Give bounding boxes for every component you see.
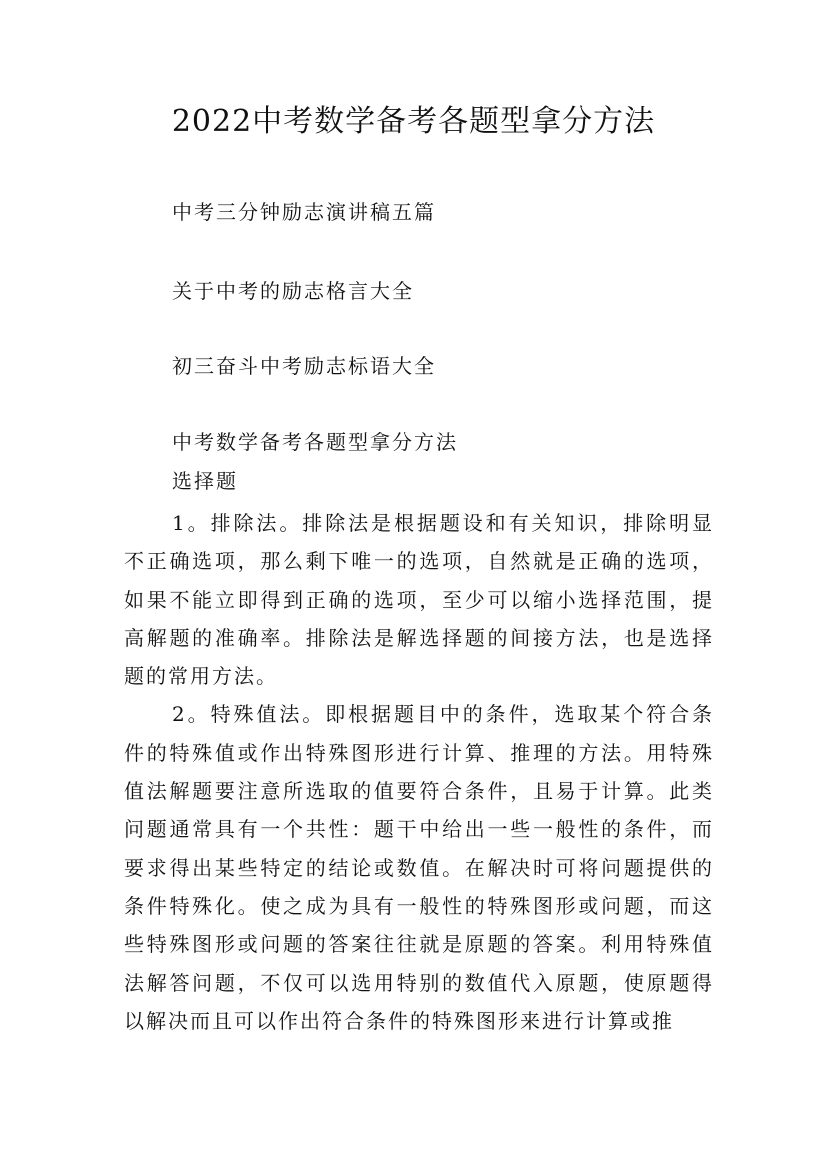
related-link-1[interactable]: 中考三分钟励志演讲稿五篇	[172, 200, 436, 224]
document-title: 2022中考数学备考各题型拿分方法	[171, 104, 656, 139]
related-link-2[interactable]: 关于中考的励志格言大全	[172, 279, 414, 303]
paragraph-elimination-method: 1。排除法。排除法是根据题设和有关知识，排除明显不正确选项，那么剩下唯一的选项，自然就是正确的选项，如果不能立即得到正确的选项，至少可以缩小选择范围，提高解题的准确率。排除法是解选择题的间接方法，也是选择题的常用方法。	[124, 511, 714, 689]
document-body	[124, 504, 714, 1040]
related-link-3[interactable]: 初三奋斗中考励志标语大全	[172, 354, 436, 378]
subheading-multiple-choice: 选择题	[172, 469, 238, 493]
section-heading: 中考数学备考各题型拿分方法	[172, 430, 458, 454]
paragraph-special-value-method: 2。特殊值法。即根据题目中的条件，选取某个符合条件的特殊值或作出特殊图形进行计算、推理的方法。用特殊值法解题要注意所选取的值要符合条件，且易于计算。此类问题通常具有一个共性：题干中给出一些一般性的条件，而要求得出某些特定的结论或数值。在解决时可将问题提供的条件特殊化。使之成为具有一般性的特殊图形或问题，而这些特殊图形或问题的答案往往就是原题的答案。利用特殊值法解答问题，不仅可以选用特别的数值代入原题，使原题得以解决而且可以作出符合条件的特殊图形来进行计算或推	[124, 702, 714, 1033]
